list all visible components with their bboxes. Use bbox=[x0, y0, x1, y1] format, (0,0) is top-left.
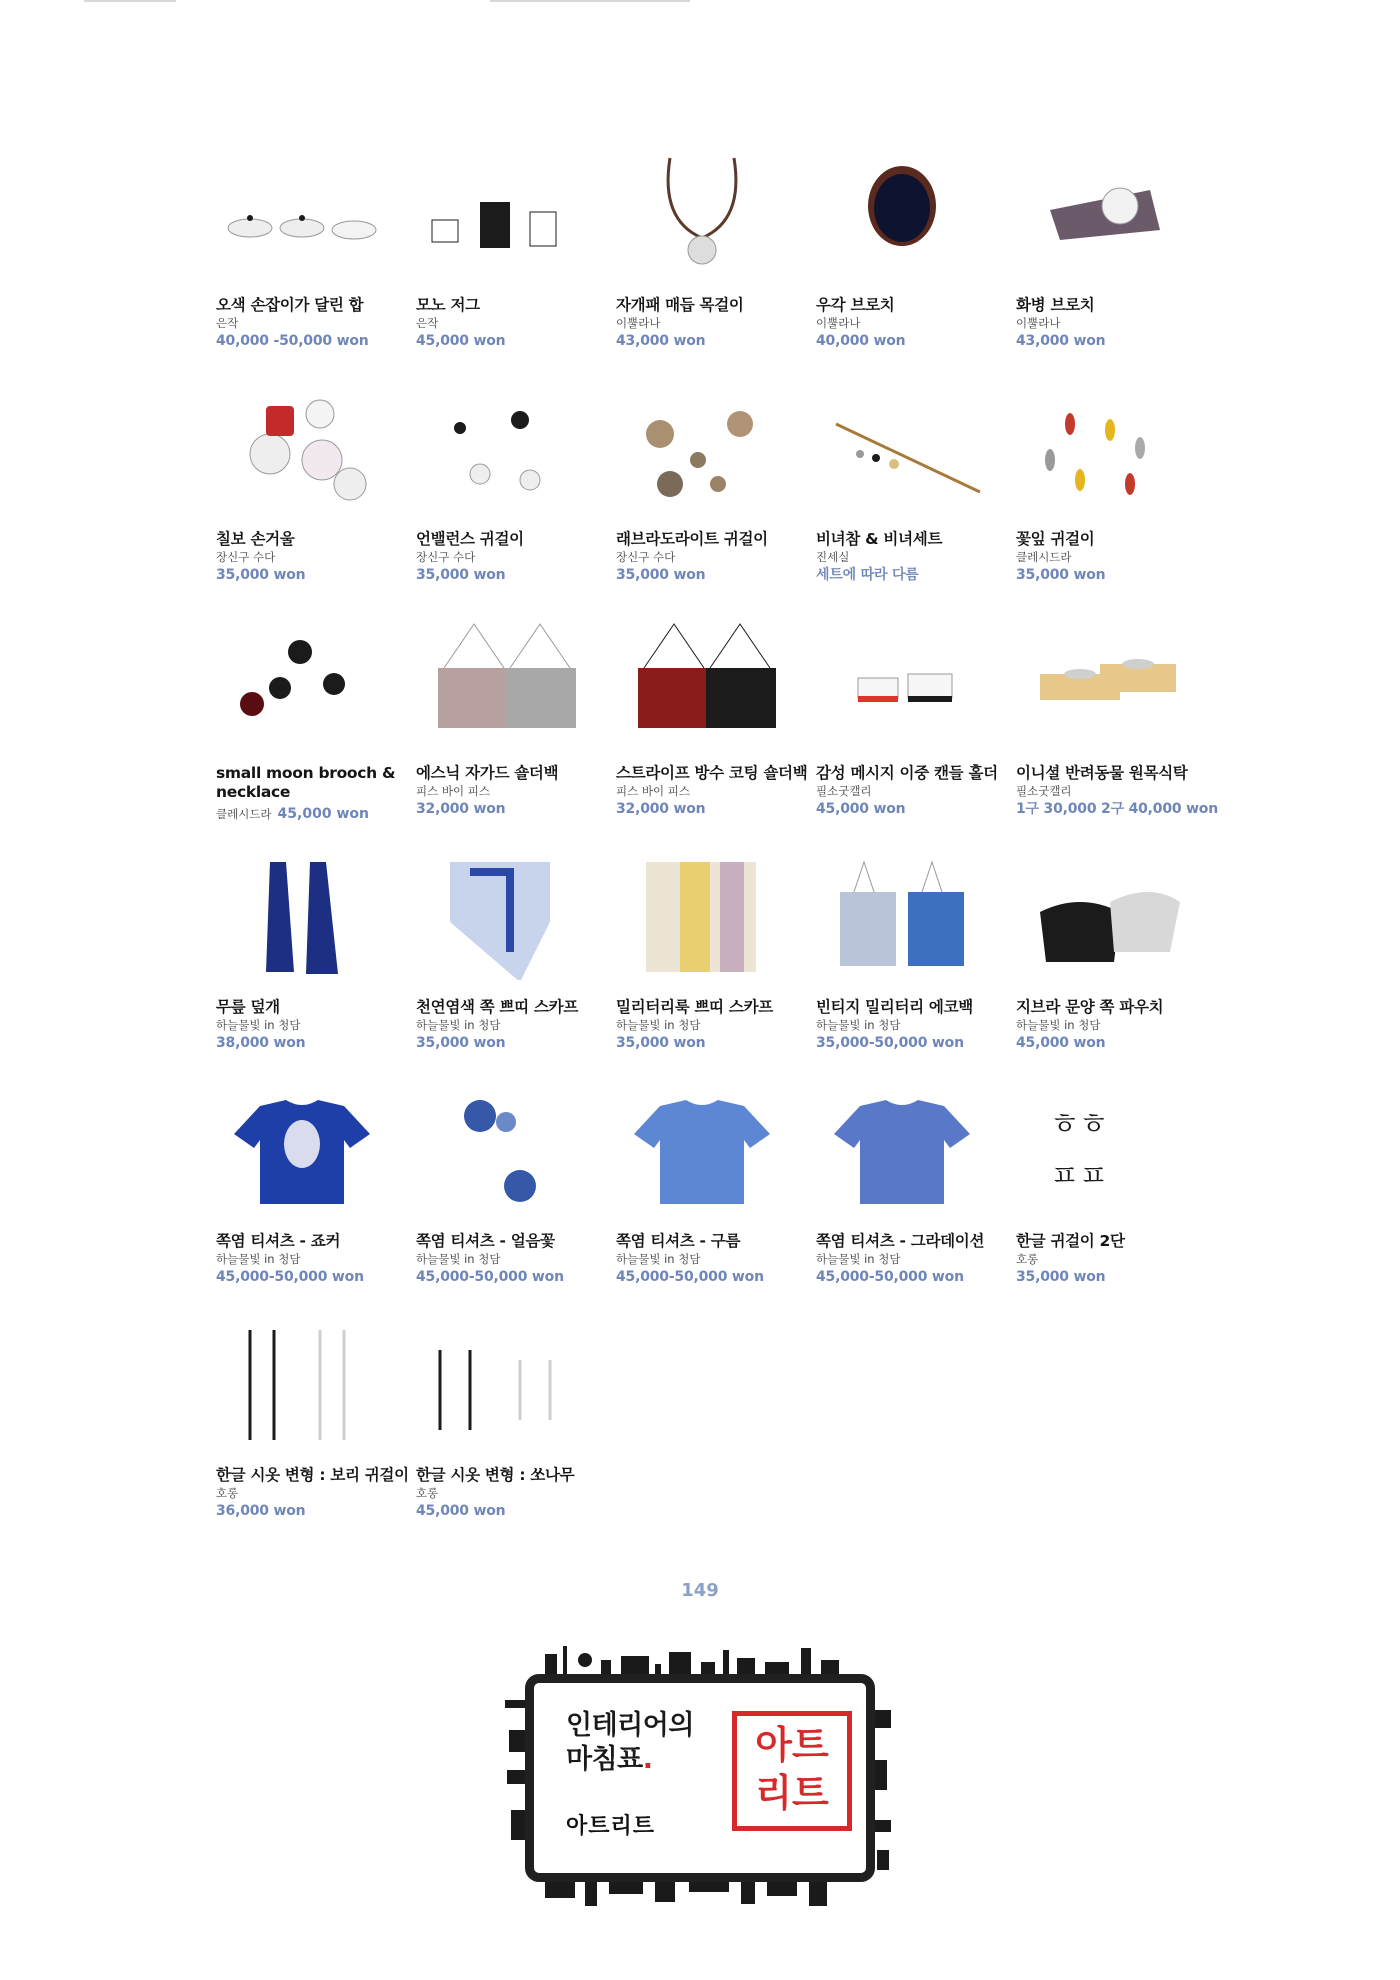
product-name: 이니셜 반려동물 원목식탁 bbox=[1016, 764, 1188, 782]
product-price: 43,000 won bbox=[1016, 333, 1106, 349]
product-card bbox=[410, 150, 610, 384]
earrings-icon bbox=[410, 384, 596, 512]
product-card bbox=[610, 150, 810, 384]
product-card bbox=[610, 384, 810, 618]
product-name: 쪽염 티셔츠 - 그라데이션 bbox=[816, 1232, 985, 1250]
top-rule-left bbox=[84, 0, 176, 2]
scarf-icon bbox=[410, 852, 596, 980]
product-maker: 하늘물빛 in 청담 bbox=[816, 1252, 901, 1266]
product-name: 한글 시옷 변형 : 보리 귀걸이 bbox=[216, 1466, 409, 1484]
product-maker: 진세실 bbox=[816, 550, 850, 564]
product-price: 35,000 won bbox=[416, 567, 506, 583]
product-card bbox=[210, 384, 410, 618]
product-price: 36,000 won bbox=[216, 1503, 306, 1519]
product-card bbox=[610, 1086, 810, 1320]
product-card bbox=[810, 618, 1010, 852]
product-price: 35,000 won bbox=[616, 567, 706, 583]
stamp-line1: 아트 bbox=[755, 1723, 829, 1767]
product-card bbox=[210, 150, 410, 384]
product-name: 비녀참 & 비녀세트 bbox=[816, 530, 943, 548]
top-rule-right bbox=[490, 0, 690, 2]
product-name: 한글 시옷 변형 : 쏘나무 bbox=[416, 1466, 575, 1484]
tshirt-joker-icon bbox=[210, 1086, 396, 1214]
product-maker: 하늘물빛 in 청담 bbox=[816, 1018, 901, 1032]
product-name: 지브라 문양 쪽 파우치 bbox=[1016, 998, 1164, 1016]
product-card bbox=[810, 150, 1010, 384]
stamp-line2: 리트 bbox=[755, 1771, 829, 1815]
petal-earrings-icon bbox=[1010, 384, 1196, 512]
product-price: 45,000 won bbox=[1016, 1035, 1106, 1051]
ad-board bbox=[525, 1674, 875, 1882]
tshirt-iceflower-icon bbox=[410, 1086, 596, 1214]
product-maker: 클레시드라 bbox=[216, 807, 272, 821]
product-meta bbox=[216, 804, 369, 823]
product-maker: 하늘물빛 in 청담 bbox=[616, 1252, 701, 1266]
ad-slogan-line2 bbox=[566, 1743, 653, 1777]
product-price: 32,000 won bbox=[416, 801, 506, 817]
product-card bbox=[810, 384, 1010, 618]
product-maker: 장신구 수다 bbox=[616, 550, 676, 564]
product-price: 45,000-50,000 won bbox=[616, 1269, 764, 1285]
product-price: 45,000-50,000 won bbox=[816, 1269, 964, 1285]
product-price: 45,000 won bbox=[416, 1503, 506, 1519]
product-price: 43,000 won bbox=[616, 333, 706, 349]
stone-earrings-icon bbox=[610, 384, 796, 512]
product-price: 45,000 won bbox=[416, 333, 506, 349]
product-price: 세트에 따라 다름 bbox=[816, 567, 919, 583]
product-card bbox=[410, 384, 610, 618]
product-card bbox=[610, 618, 810, 852]
product-maker: 피스 바이 피스 bbox=[616, 784, 690, 798]
product-card bbox=[410, 1086, 610, 1320]
product-price: 45,000-50,000 won bbox=[416, 1269, 564, 1285]
product-name: 화병 브로치 bbox=[1016, 296, 1095, 314]
product-price: 1구 30,000 2구 40,000 won bbox=[1016, 801, 1218, 817]
product-maker: 장신구 수다 bbox=[216, 550, 276, 564]
product-price: 35,000 won bbox=[616, 1035, 706, 1051]
product-price: 35,000-50,000 won bbox=[816, 1035, 964, 1051]
product-maker: 호롱 bbox=[416, 1486, 439, 1500]
product-maker: 피스 바이 피스 bbox=[416, 784, 490, 798]
flower-brooch-icon bbox=[1010, 150, 1196, 278]
brooch-icon bbox=[810, 150, 996, 278]
product-card bbox=[810, 1086, 1010, 1320]
product-price: 35,000 won bbox=[1016, 1269, 1106, 1285]
svg-text:ㅍㅍ: ㅍㅍ bbox=[1050, 1159, 1108, 1194]
candle-holder-icon bbox=[810, 618, 996, 746]
product-maker: 하늘물빛 in 청담 bbox=[416, 1018, 501, 1032]
product-maker: 하늘물빛 in 청담 bbox=[616, 1018, 701, 1032]
product-name: 쪽염 티셔츠 - 죠커 bbox=[216, 1232, 341, 1250]
product-card bbox=[1010, 618, 1218, 852]
product-price: 40,000 won bbox=[816, 333, 906, 349]
product-name: small moon brooch & necklace bbox=[216, 764, 396, 801]
product-name: 모노 저그 bbox=[416, 296, 480, 314]
necklace-icon bbox=[610, 150, 796, 278]
brand-stamp-logo bbox=[732, 1711, 852, 1831]
product-maker: 클레시드라 bbox=[1016, 550, 1072, 564]
product-card bbox=[1010, 1086, 1210, 1320]
product-maker: 호롱 bbox=[1016, 1252, 1039, 1266]
product-card bbox=[210, 618, 410, 852]
hairpin-icon bbox=[810, 384, 996, 512]
pet-table-icon bbox=[1010, 618, 1196, 746]
product-card bbox=[210, 1086, 410, 1320]
product-price: 40,000 -50,000 won bbox=[216, 333, 369, 349]
product-name: 감성 메시지 이중 캔들 홀더 bbox=[816, 764, 998, 782]
product-price: 38,000 won bbox=[216, 1035, 306, 1051]
tshirt-cloud-icon bbox=[610, 1086, 796, 1214]
product-maker: 이뿔라나 bbox=[816, 316, 861, 330]
product-name: 언밸런스 귀걸이 bbox=[416, 530, 524, 548]
product-name: 천연염색 쪽 쁘띠 스카프 bbox=[416, 998, 579, 1016]
product-name: 자개패 매듭 목걸이 bbox=[616, 296, 744, 314]
tshirt-gradation-icon bbox=[810, 1086, 996, 1214]
product-name: 에스닉 자가드 숄더백 bbox=[416, 764, 559, 782]
ad-slogan-text: 마침표 bbox=[566, 1744, 643, 1775]
shoulder-bag-icon bbox=[410, 618, 596, 746]
product-card bbox=[810, 852, 1010, 1086]
bowls-icon bbox=[210, 150, 396, 278]
product-price: 45,000-50,000 won bbox=[216, 1269, 364, 1285]
moon-brooch-icon bbox=[210, 618, 396, 746]
product-card bbox=[210, 1320, 410, 1554]
product-name: 무릎 덮개 bbox=[216, 998, 280, 1016]
product-card bbox=[410, 1320, 610, 1554]
ad-slogan-line1: 인테리어의 bbox=[566, 1710, 694, 1741]
product-card bbox=[410, 618, 610, 852]
product-price: 45,000 won bbox=[816, 801, 906, 817]
product-card bbox=[610, 852, 810, 1086]
pine-earrings-icon bbox=[410, 1320, 596, 1448]
product-price: 35,000 won bbox=[216, 567, 306, 583]
page-number: 149 bbox=[681, 1580, 719, 1601]
product-name: 우각 브로치 bbox=[816, 296, 895, 314]
product-name: 밀리터리룩 쁘띠 스카프 bbox=[616, 998, 773, 1016]
eco-bag-icon bbox=[810, 852, 996, 980]
product-maker: 하늘물빛 in 청담 bbox=[216, 1018, 301, 1032]
striped-bag-icon bbox=[610, 618, 796, 746]
product-maker: 호롱 bbox=[216, 1486, 239, 1500]
product-name: 래브라도라이트 귀걸이 bbox=[616, 530, 768, 548]
product-maker: 은작 bbox=[216, 316, 239, 330]
blanket-icon bbox=[210, 852, 396, 980]
product-card bbox=[1010, 150, 1210, 384]
product-maker: 필소굿캘리 bbox=[1016, 784, 1072, 798]
barley-earrings-icon bbox=[210, 1320, 396, 1448]
product-price: 35,000 won bbox=[416, 1035, 506, 1051]
svg-text:ㅎㅎ: ㅎㅎ bbox=[1050, 1107, 1108, 1142]
product-name: 오색 손잡이가 달린 합 bbox=[216, 296, 364, 314]
product-name: 한글 귀걸이 2단 bbox=[1016, 1232, 1125, 1250]
product-maker: 하늘물빛 in 청담 bbox=[1016, 1018, 1101, 1032]
ad-slogan-dot: . bbox=[642, 1744, 653, 1775]
product-card bbox=[1010, 852, 1210, 1086]
product-card bbox=[210, 852, 410, 1086]
product-card bbox=[1010, 384, 1210, 618]
product-maker: 은작 bbox=[416, 316, 439, 330]
product-maker: 장신구 수다 bbox=[416, 550, 476, 564]
product-name: 쪽염 티셔츠 - 구름 bbox=[616, 1232, 741, 1250]
brand-wordmark: 아트리트 bbox=[566, 1814, 656, 1839]
pouch-icon bbox=[1010, 852, 1196, 980]
product-maker: 필소굿캘리 bbox=[816, 784, 872, 798]
product-price: 32,000 won bbox=[616, 801, 706, 817]
hangul-earrings-icon bbox=[1010, 1086, 1196, 1214]
product-name: 쪽염 티셔츠 - 얼음꽃 bbox=[416, 1232, 555, 1250]
product-price: 45,000 won bbox=[277, 806, 369, 822]
product-maker: 하늘물빛 in 청담 bbox=[216, 1252, 301, 1266]
product-price: 35,000 won bbox=[1016, 567, 1106, 583]
product-name: 스트라이프 방수 코팅 숄더백 bbox=[616, 764, 808, 782]
military-scarf-icon bbox=[610, 852, 796, 980]
product-grid bbox=[210, 150, 1218, 1554]
product-maker: 이뿔라나 bbox=[616, 316, 661, 330]
product-maker: 하늘물빛 in 청담 bbox=[416, 1252, 501, 1266]
product-card bbox=[410, 852, 610, 1086]
product-name: 꽃잎 귀걸이 bbox=[1016, 530, 1095, 548]
artrit-ad bbox=[505, 1640, 895, 1912]
jugs-icon bbox=[410, 150, 596, 278]
product-name: 칠보 손거울 bbox=[216, 530, 295, 548]
mirrors-icon bbox=[210, 384, 396, 512]
product-maker: 이뿔라나 bbox=[1016, 316, 1061, 330]
product-name: 빈티지 밀리터리 에코백 bbox=[816, 998, 973, 1016]
